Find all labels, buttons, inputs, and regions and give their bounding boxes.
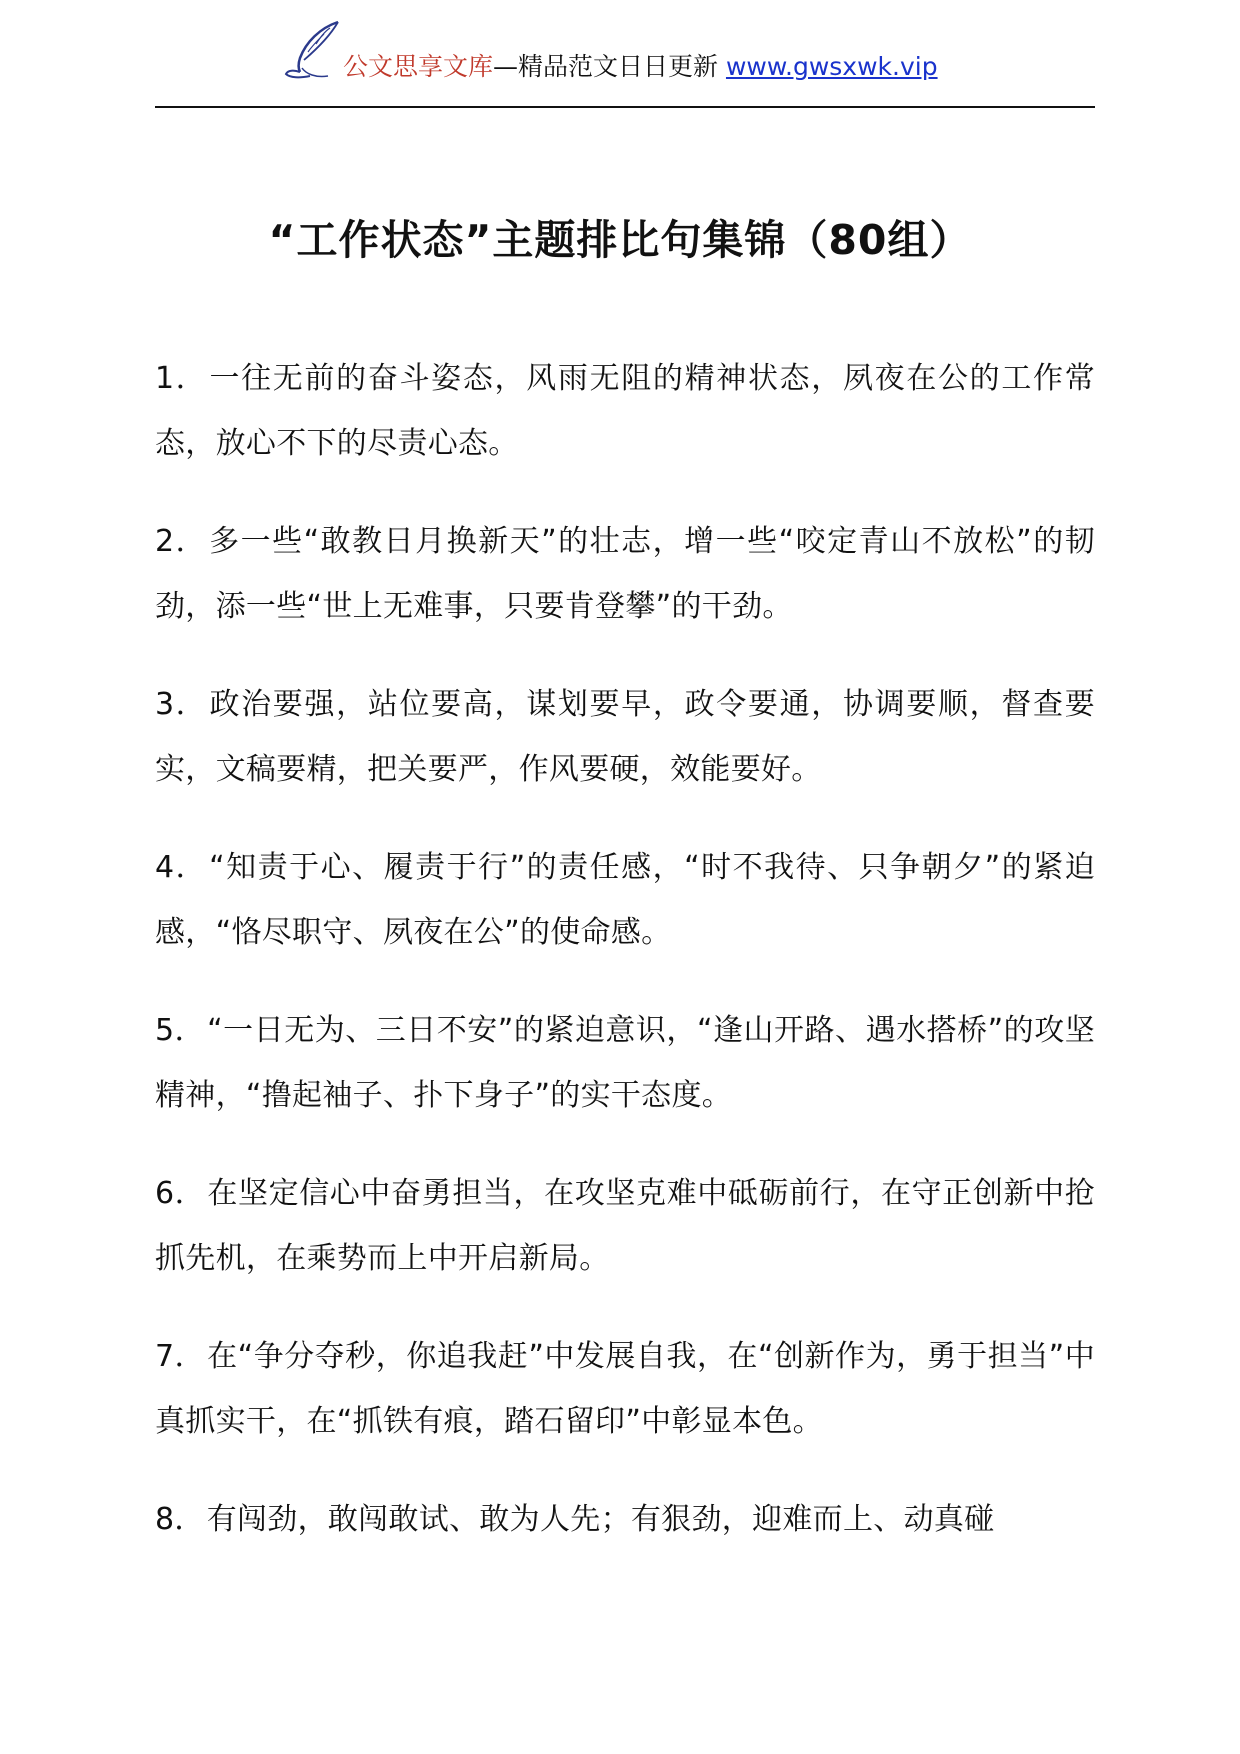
item-text: 在坚定信心中奋勇担当，在攻坚克难中砥砺前行，在守正创新中抢抓先机，在乘势而上中开启新局。 [155,1176,1095,1276]
page-header [155,18,1095,108]
item-text: 有闯劲，敢闯敢试、敢为人先；有狠劲，迎难而上、动真碰 [206,1502,995,1537]
item-text: “知责于心、履责于行”的责任感，“时不我待、只争朝夕”的紧迫感，“恪尽职守、夙夜在公”的使命感。 [155,850,1096,950]
list-item [155,672,1095,802]
quill-pen-icon [280,18,350,84]
list-item [155,346,1095,476]
header-divider [155,106,1095,108]
item-number: 1． [155,361,208,396]
item-number: 2． [155,524,208,559]
site-url-link[interactable]: www.gwsxwk.vip [725,52,938,81]
item-number: 6． [155,1176,206,1211]
item-number: 5． [155,1013,206,1048]
list-item [155,835,1095,965]
item-number: 8． [155,1502,205,1537]
sentence-list [155,346,1095,1585]
site-brand: 公文思享文库 [343,52,494,81]
list-item [155,1161,1095,1291]
list-item [155,509,1095,639]
item-text: 在“争分夺秒，你追我赶”中发展自我，在“创新作为，勇于担当”中真抓实干，在“抓铁有痕，踏石留印”中彰显本色。 [155,1339,1096,1439]
item-number: 7． [155,1339,206,1374]
list-item [155,998,1095,1128]
item-text: 一往无前的奋斗姿态，风雨无阻的精神状态，夙夜在公的工作常态，放心不下的尽责心态。 [155,361,1096,461]
list-item [155,1487,1095,1552]
site-tagline: —精品范文日日更新 [493,52,726,81]
item-text: “一日无为、三日不安”的紧迫意识，“逢山开路、遇水搭桥”的攻坚精神，“撸起袖子、扑下身子”的实干态度。 [155,1013,1096,1113]
document-title: “工作状态”主题排比句集锦（80组） [268,216,972,264]
site-banner [343,50,938,84]
item-number: 4． [155,850,208,885]
item-number: 3． [155,687,208,722]
item-text: 多一些“敢教日月换新天”的壮志，增一些“咬定青山不放松”的韧劲，添一些“世上无难事，只要肯登攀”的干劲。 [155,524,1096,624]
item-text: 政治要强，站位要高，谋划要早，政令要通，协调要顺，督查要实，文稿要精，把关要严，作风要硬，效能要好。 [155,687,1096,787]
list-item [155,1324,1095,1454]
